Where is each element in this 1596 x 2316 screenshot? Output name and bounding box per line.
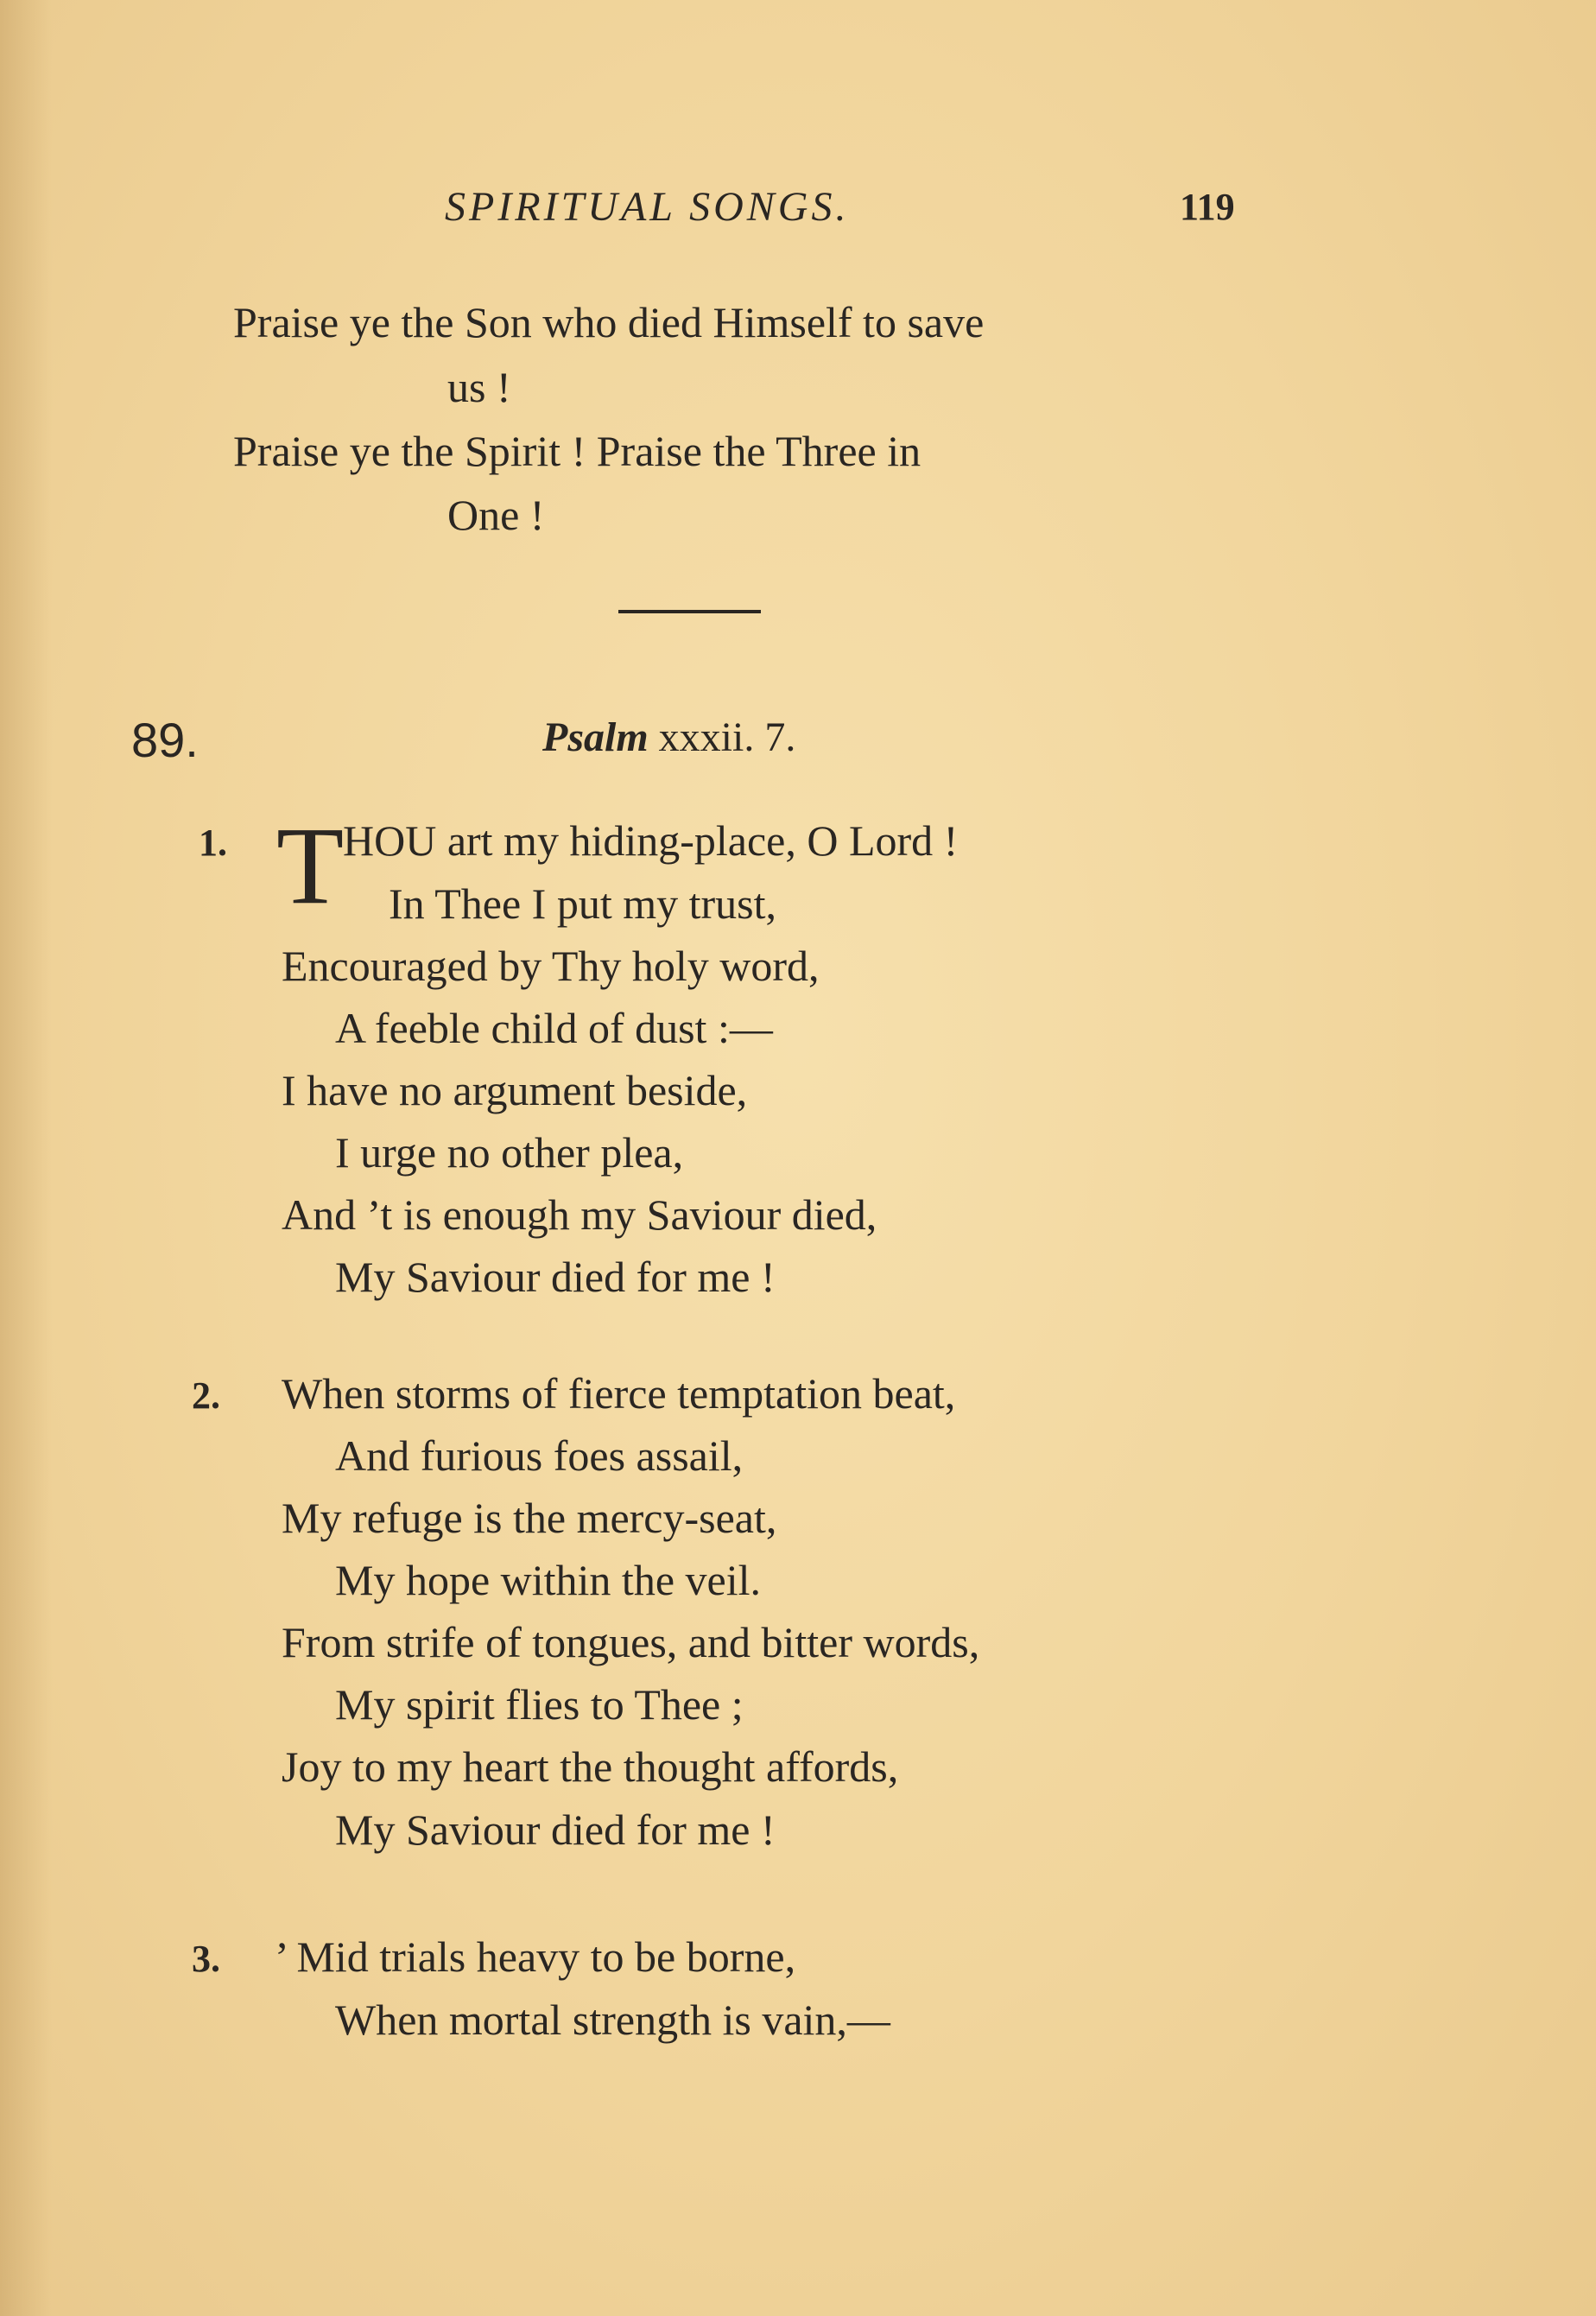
verse-line: I have no argument beside, [282,1066,748,1114]
text-line: Praise ye the Spirit ! Praise the Three in [233,427,922,475]
scripture-chapter-verse: xxxii. 7. [658,714,796,760]
verse-number: 2. [192,1374,220,1417]
text-line: us ! [447,363,511,411]
section-divider [618,610,761,613]
verse-number: 1. [199,822,227,864]
verse-line: Joy to my heart the thought affords, [282,1742,899,1791]
verse-line: When mortal strength is vain,— [335,1996,890,2044]
verse-number: 3. [192,1938,220,1980]
hymn-number: 89. [131,713,199,767]
verse-line: And ’t is enough my Saviour died, [282,1190,877,1239]
verse-line: HOU art my hiding-place, O Lord ! [343,816,959,865]
verse-line: I urge no other plea, [335,1128,684,1177]
page-header [0,183,1596,244]
verse-line: ’ Mid trials heavy to be borne, [275,1932,796,1981]
verse-line: Encouraged by Thy holy word, [282,942,820,990]
running-title: SPIRITUAL SONGS. [445,184,850,230]
scripture-book: Psalm [542,714,649,760]
verse-line: My spirit flies to Thee ; [335,1680,744,1729]
verse-line: A feeble child of dust :— [335,1004,773,1052]
verse-line: When storms of fierce temptation beat, [282,1369,956,1418]
verse-line: My Saviour died for me ! [335,1253,776,1301]
page-edge-shadow [0,0,52,2316]
verse-line: My Saviour died for me ! [335,1805,776,1854]
verse-line: From strife of tongues, and bitter words, [282,1618,980,1666]
text-line: One ! [447,491,545,539]
drop-cap: T [276,804,345,927]
verse-line: And furious foes assail, [335,1431,744,1480]
text-line: Praise ye the Son who died Himself to save [233,298,985,346]
scripture-reference [542,714,795,761]
page-number: 119 [1180,186,1235,228]
verse-line: My refuge is the mercy-seat, [282,1494,777,1542]
verse-line: My hope within the veil. [335,1556,761,1604]
verse-line: In Thee I put my trust, [389,879,776,928]
